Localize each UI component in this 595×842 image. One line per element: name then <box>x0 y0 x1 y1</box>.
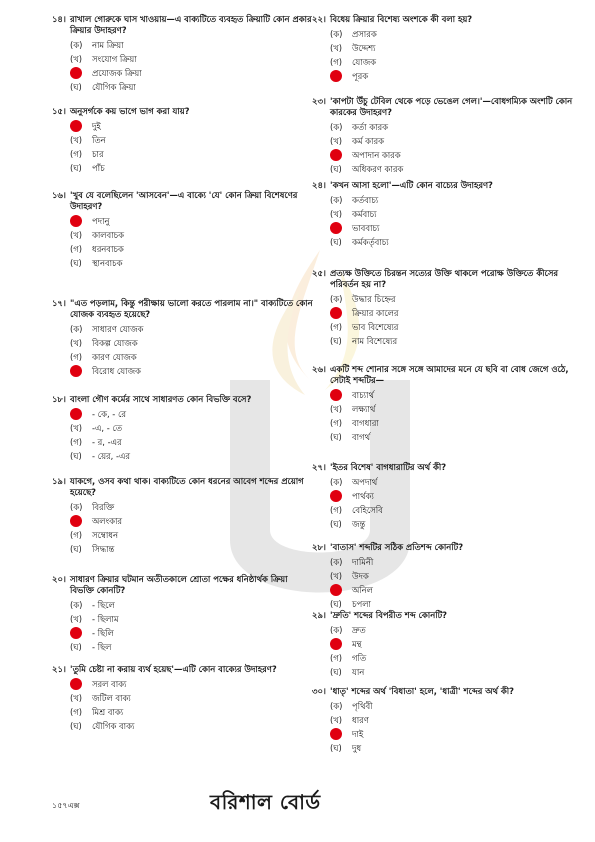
answer-option <box>70 80 314 94</box>
answer-options <box>330 27 582 83</box>
correct-answer-marker <box>70 408 82 420</box>
answer-option <box>70 228 314 242</box>
answer-options <box>330 555 582 611</box>
option-text: - ছিলি <box>92 627 114 638</box>
answer-option <box>70 133 314 147</box>
question <box>312 462 582 531</box>
option-label: (ক) <box>330 28 343 39</box>
option-text: উদক <box>352 570 369 581</box>
correct-answer-marker <box>330 584 342 596</box>
option-text: উদ্ধার চিহ্নের <box>352 293 396 304</box>
option-label: (গ) <box>330 652 343 663</box>
answer-option <box>70 336 314 350</box>
option-label: (ক) <box>330 121 343 132</box>
answer-option <box>70 542 314 556</box>
option-text: অধিকরণ কারক <box>352 163 404 174</box>
option-text: দুই <box>92 120 101 131</box>
option-label: (ঘ) <box>330 163 342 174</box>
answer-options <box>70 500 314 556</box>
answer-option <box>330 699 582 713</box>
option-label: (গ) <box>70 529 83 540</box>
answer-options <box>330 292 582 348</box>
question-text: বিধেয় ক্রিয়ার বিশেষ্য অংশকে কী বলা হয়? <box>330 14 473 24</box>
question-text: একটি শব্দ শোনার সঙ্গে সঙ্গে আমাদের মনে যে ছবি বা বোধ জেগে ওঠে, সেটাই শব্দটির— <box>330 364 569 386</box>
option-label: (ঘ) <box>70 257 82 268</box>
correct-answer-marker <box>70 515 82 527</box>
correct-answer-marker <box>70 627 82 639</box>
option-text: লক্ষ্যার্থ <box>352 403 376 414</box>
question-number: ২৯। <box>312 610 326 620</box>
board-name: বরিশাল বোর্ড <box>210 790 321 814</box>
question-number: ২৩। <box>312 96 326 106</box>
question-stem <box>312 14 582 25</box>
option-text: কর্তবাচ্য <box>352 194 379 205</box>
option-text: যান <box>352 666 365 677</box>
question-number: ২২। <box>312 14 326 24</box>
answer-option <box>70 242 314 256</box>
answer-option <box>330 623 582 637</box>
correct-answer-marker <box>330 149 342 161</box>
option-text: অপাদান কারক <box>352 149 401 160</box>
answer-option <box>70 640 314 654</box>
answer-option <box>70 528 314 542</box>
answer-options <box>330 699 582 755</box>
answer-options <box>70 119 314 175</box>
option-label: (খ) <box>70 53 83 64</box>
answer-option <box>330 555 582 569</box>
answer-option <box>330 207 582 221</box>
option-label: (খ) <box>330 42 343 53</box>
answer-option <box>330 27 582 41</box>
option-text: সংযোগ ক্রিয়া <box>92 53 137 64</box>
question <box>312 364 582 444</box>
answer-option <box>70 719 314 733</box>
option-text: - ছিলাম <box>92 613 119 624</box>
option-text: - য়ের, -এর <box>92 450 130 461</box>
option-text: গতি <box>352 652 367 663</box>
option-label: (ক) <box>330 476 343 487</box>
answer-option <box>330 430 582 444</box>
option-text: দ্রুত <box>352 624 366 635</box>
question-text: অনুসর্গকে কয় ভাগে ভাগ করা যায়? <box>70 106 190 116</box>
answer-option-correct <box>330 727 582 741</box>
option-text: - ছিল <box>92 641 112 652</box>
question <box>312 268 582 348</box>
option-text: স্থানবাচক <box>92 257 123 268</box>
answer-option <box>330 320 582 334</box>
answer-option-correct <box>70 364 314 378</box>
question-stem <box>312 96 582 118</box>
answer-option <box>330 651 582 665</box>
question-text: 'খুব যে বলেছিলেন 'আসবেন'—এ বাক্যে 'যে' কোন ক্রিয়া বিশেষণের উদাহরণ? <box>70 190 298 212</box>
option-text: প্রসারক <box>352 28 377 39</box>
answer-option <box>70 598 314 612</box>
answer-option <box>330 517 582 531</box>
answer-option-correct <box>330 221 582 235</box>
answer-option <box>70 612 314 626</box>
option-label: (ঘ) <box>70 543 82 554</box>
option-label: (ক) <box>330 700 343 711</box>
option-label: (ঘ) <box>330 666 342 677</box>
option-label: (ক) <box>330 624 343 635</box>
option-label: (খ) <box>330 570 343 581</box>
option-label: (খ) <box>70 229 83 240</box>
option-text: তিন <box>92 134 106 145</box>
option-label: (ঘ) <box>70 641 82 652</box>
option-text: অপদার্থ <box>352 476 378 487</box>
option-text: ভাব বিশেষ্যের <box>352 321 399 332</box>
option-text: কর্ম কারক <box>352 135 384 146</box>
option-label: (গ) <box>70 243 83 254</box>
correct-answer-marker <box>330 638 342 650</box>
question-stem <box>312 686 582 697</box>
answer-options <box>330 475 582 531</box>
answer-option <box>330 597 582 611</box>
option-text: দুধ <box>352 742 362 753</box>
option-text: - র, -এর <box>92 436 122 447</box>
question-stem <box>52 574 314 596</box>
option-text: অলংকার <box>92 515 122 526</box>
answer-options <box>70 407 314 463</box>
question <box>52 394 314 463</box>
option-text: দাই <box>352 728 364 739</box>
answer-option-correct <box>70 677 314 691</box>
option-label: (ঘ) <box>330 518 342 529</box>
answer-option-correct <box>70 119 314 133</box>
option-text: ধারণ <box>352 714 369 725</box>
option-label: (গ) <box>70 706 83 717</box>
question-stem <box>52 298 314 320</box>
answer-option <box>70 147 314 161</box>
question-stem <box>312 364 582 386</box>
question <box>52 14 314 94</box>
question-text: বাংলা গৌণ কর্মের সাথে সাধারণত কোন বিভক্তি বসে? <box>70 394 252 404</box>
answer-option <box>330 334 582 348</box>
question-number: ১৬। <box>52 190 66 200</box>
answer-option <box>70 421 314 435</box>
option-label: (খ) <box>330 135 343 146</box>
question-text: 'ইতর বিশেষ' বাগধারাটির অর্থ কী? <box>330 462 447 472</box>
answer-option <box>70 705 314 719</box>
question <box>312 96 582 176</box>
question-stem <box>312 180 582 191</box>
option-text: যৌগিক ক্রিয়া <box>92 81 136 92</box>
question-stem <box>52 14 314 36</box>
option-text: উদ্দেশ্য <box>352 42 376 53</box>
answer-option-correct <box>330 637 582 651</box>
question-stem <box>52 190 314 212</box>
question-number: ১৪। <box>52 14 66 24</box>
answer-option <box>330 665 582 679</box>
correct-answer-marker <box>330 389 342 401</box>
option-text: -এ, - তে <box>92 422 123 433</box>
question-number: ২১। <box>52 664 66 674</box>
answer-option <box>70 161 314 175</box>
option-label: (গ) <box>330 321 343 332</box>
option-text: দামিনী <box>352 556 374 567</box>
answer-option <box>330 475 582 489</box>
question-text: 'কাপটা উঁচু টেবিল থেকে পড়ে ভেঙেল গেল।'—বোধগম্যিক অংশটি কোন কারকের উদাহরণ? <box>330 96 573 118</box>
answer-option-correct <box>330 306 582 320</box>
option-label: (খ) <box>70 422 83 433</box>
question-stem <box>312 268 582 290</box>
question-number: ২৪। <box>312 180 326 190</box>
option-text: - ছিলে <box>92 599 115 610</box>
question <box>312 542 582 611</box>
answer-options <box>70 214 314 270</box>
option-label: (খ) <box>70 134 83 145</box>
question-text: 'দ্রুতি' শব্দের বিপরীত শব্দ কোনটি? <box>330 610 448 620</box>
option-label: (ঘ) <box>70 720 82 731</box>
option-text: বিকল্প যোজক <box>92 337 138 348</box>
correct-answer-marker <box>330 728 342 740</box>
answer-option <box>70 322 314 336</box>
option-text: ক্রিয়ার কালের <box>352 307 399 318</box>
answer-option <box>70 52 314 66</box>
answer-option-correct <box>330 388 582 402</box>
answer-options <box>330 120 582 176</box>
question <box>312 180 582 249</box>
question <box>312 610 582 679</box>
answer-option <box>330 162 582 176</box>
option-text: কালবাচক <box>92 229 124 240</box>
answer-option <box>70 350 314 364</box>
answer-option <box>330 120 582 134</box>
option-label: (ক) <box>70 599 83 610</box>
question <box>52 190 314 270</box>
answer-option <box>330 503 582 517</box>
answer-option <box>330 402 582 416</box>
answer-option-correct <box>330 583 582 597</box>
option-text: বেহিসেবি <box>352 504 383 515</box>
option-label: (গ) <box>330 504 343 515</box>
question-stem <box>312 542 582 553</box>
answer-option <box>70 500 314 514</box>
correct-answer-marker <box>70 67 82 79</box>
option-label: (ক) <box>330 194 343 205</box>
answer-option <box>330 55 582 69</box>
question <box>52 106 314 175</box>
option-text: জটিল বাক্য <box>92 692 131 703</box>
answer-options <box>330 193 582 249</box>
option-text: পাঁচ <box>92 162 105 173</box>
question-text: 'বাতাস' শব্দটির সঠিক প্রতিশব্দ কোনটি? <box>330 542 464 552</box>
option-text: মিশ্র বাক্য <box>92 706 124 717</box>
answer-option <box>330 292 582 306</box>
option-text: যোজক <box>352 56 377 67</box>
option-text: চপলা <box>352 598 371 609</box>
correct-answer-marker <box>70 120 82 132</box>
option-text: বিরোধ যোজক <box>92 365 141 376</box>
option-text: ধরনবাচক <box>92 243 124 254</box>
option-label: (গ) <box>330 417 343 428</box>
answer-option <box>70 256 314 270</box>
answer-option <box>330 193 582 207</box>
option-text: যৌগিক বাক্য <box>92 720 135 731</box>
correct-answer-marker <box>70 215 82 227</box>
correct-answer-marker <box>70 678 82 690</box>
option-text: - কে, - রে <box>92 408 126 419</box>
correct-answer-marker <box>330 490 342 502</box>
answer-option <box>70 691 314 705</box>
option-label: (ঘ) <box>330 236 342 247</box>
option-text: কারণ যোজক <box>92 351 137 362</box>
question-number: ১৭। <box>52 298 66 308</box>
option-text: কর্মকর্তৃবাচ্য <box>352 236 389 247</box>
answer-option-correct <box>330 148 582 162</box>
question-stem <box>312 610 582 621</box>
question-number: ১৯। <box>52 476 66 486</box>
question-number: ৩০। <box>312 686 326 696</box>
answer-option-correct <box>70 214 314 228</box>
option-text: নাম বিশেষ্যের <box>352 335 398 346</box>
question-number: ১৫। <box>52 106 66 116</box>
answer-option <box>330 569 582 583</box>
option-text: বাচ্যার্থ <box>352 389 374 400</box>
question-stem <box>52 476 314 498</box>
answer-options <box>70 38 314 94</box>
answer-option <box>70 435 314 449</box>
answer-options <box>330 623 582 679</box>
option-label: (খ) <box>330 208 343 219</box>
option-text: কর্মবাচ্য <box>352 208 377 219</box>
option-text: নাম ক্রিয়া <box>92 39 124 50</box>
question-number: ২৮। <box>312 542 326 552</box>
option-text: জন্তু <box>352 518 366 529</box>
answer-option <box>330 713 582 727</box>
question-text: 'ধাতৃ' শব্দের অর্থ 'বিধাতা' হলে, 'ধাত্রী' শব্দের অর্থ কী? <box>330 686 514 696</box>
option-text: মন্থ <box>352 638 362 649</box>
answer-option <box>330 134 582 148</box>
answer-option-correct <box>330 489 582 503</box>
question <box>52 574 314 654</box>
option-label: (ক) <box>330 293 343 304</box>
answer-option-correct <box>70 626 314 640</box>
question-text: সাধারণ ক্রিয়ার ঘটমান অতীতকালে শ্রোতা পক্ষের ধনিষ্ঠার্থক ক্রিয়া বিভক্তি কোনটি? <box>70 574 288 596</box>
option-label: (খ) <box>70 613 83 624</box>
option-label: (গ) <box>70 351 83 362</box>
option-text: কর্তা কারক <box>352 121 388 132</box>
option-label: (ঘ) <box>70 450 82 461</box>
option-text: প্রযোজক ক্রিয়া <box>92 67 142 78</box>
answer-option-correct <box>70 66 314 80</box>
question-stem <box>52 664 314 675</box>
question-stem <box>52 394 314 405</box>
option-label: (ঘ) <box>70 162 82 173</box>
option-label: (খ) <box>70 337 83 348</box>
answer-options <box>70 598 314 654</box>
answer-option-correct <box>70 514 314 528</box>
correct-answer-marker <box>330 307 342 319</box>
question <box>52 664 314 733</box>
answer-option <box>70 449 314 463</box>
option-label: (ঘ) <box>330 335 342 346</box>
option-text: বিরক্তি <box>92 501 115 512</box>
question-number: ২০। <box>52 574 66 584</box>
option-text: সম্বোধন <box>92 529 118 540</box>
option-text: পার্থক্য <box>352 490 374 501</box>
question-number: ২৭। <box>312 462 326 472</box>
correct-answer-marker <box>330 222 342 234</box>
question <box>312 686 582 755</box>
answer-option <box>330 741 582 755</box>
correct-answer-marker <box>330 70 342 82</box>
question <box>52 298 314 378</box>
answer-option <box>330 41 582 55</box>
answer-options <box>330 388 582 444</box>
option-label: (ঘ) <box>330 742 342 753</box>
option-text: বাগধারা <box>352 417 379 428</box>
option-label: (গ) <box>70 148 83 159</box>
answer-option <box>330 416 582 430</box>
question-text: 'তুমি চেষ্টা না করায় ব্যর্থ হয়েছ'—এটি কোন বাক্যের উদাহরণ? <box>70 664 277 674</box>
option-text: সরল বাক্য <box>92 678 127 689</box>
option-label: (গ) <box>70 436 83 447</box>
option-label: (ঘ) <box>330 598 342 609</box>
question-number: ২৫। <box>312 268 326 278</box>
question-stem <box>52 106 314 117</box>
question-text: 'কখন আসা হলো'—এটি কোন বাচ্যের উদাহরণ? <box>330 180 493 190</box>
question-text: যাকগে, ওসব কথা থাক। বাক্যটিতে কোন ধরনের আবেগ শব্দের প্রয়োগ হয়েছে? <box>70 476 304 498</box>
option-text: পূরক <box>352 70 369 81</box>
page-code: ১৫৭এক্স <box>52 801 80 810</box>
answer-options <box>70 322 314 378</box>
option-label: (ঘ) <box>330 431 342 442</box>
option-label: (খ) <box>330 403 343 414</box>
answer-option-correct <box>330 69 582 83</box>
question <box>312 14 582 83</box>
option-label: (খ) <box>70 692 83 703</box>
option-text: বাগর্থ <box>352 431 371 442</box>
option-text: সাধারণ যোজক <box>92 323 144 334</box>
question-text: প্রত্যক্ষ উক্তিতে চিরন্তন সত্যের উক্তি থাকলে পরোক্ষ উক্তিতে কীসের পরিবর্তন হয় না? <box>330 268 558 290</box>
correct-answer-marker <box>70 365 82 377</box>
option-label: (ক) <box>330 556 343 567</box>
question-stem <box>312 462 582 473</box>
option-label: (ক) <box>70 501 83 512</box>
option-label: (গ) <box>330 56 343 67</box>
option-text: সিদ্ধান্ত <box>92 543 115 554</box>
option-text: পৃথিবী <box>352 700 373 711</box>
question-number: ২৬। <box>312 364 326 374</box>
option-text: ভাববাচ্য <box>352 222 380 233</box>
option-label: (খ) <box>330 714 343 725</box>
answer-option <box>330 235 582 249</box>
answer-option <box>70 38 314 52</box>
question-text: রাখাল গোরুকে ঘাস খাওয়ায়—এ বাক্যটিতে ব্যবহৃত ক্রিয়াটি কোন প্রকার ক্রিয়ার উদাহরণ? <box>70 14 312 36</box>
option-label: (ক) <box>70 39 83 50</box>
question-text: "এত পড়লাম, কিন্তু পরীক্ষায় ভালো করতে পারলাম না।" বাক্যটিতে কোন যোজক ব্যবহৃত হয়েছে? <box>70 298 313 320</box>
option-text: অনিল <box>352 584 373 595</box>
option-text: চার <box>92 148 104 159</box>
question <box>52 476 314 556</box>
answer-option-correct <box>70 407 314 421</box>
option-text: পদানু <box>92 215 110 226</box>
question-number: ১৮। <box>52 394 66 404</box>
option-label: (ঘ) <box>70 81 82 92</box>
answer-options <box>70 677 314 733</box>
option-label: (ক) <box>70 323 83 334</box>
